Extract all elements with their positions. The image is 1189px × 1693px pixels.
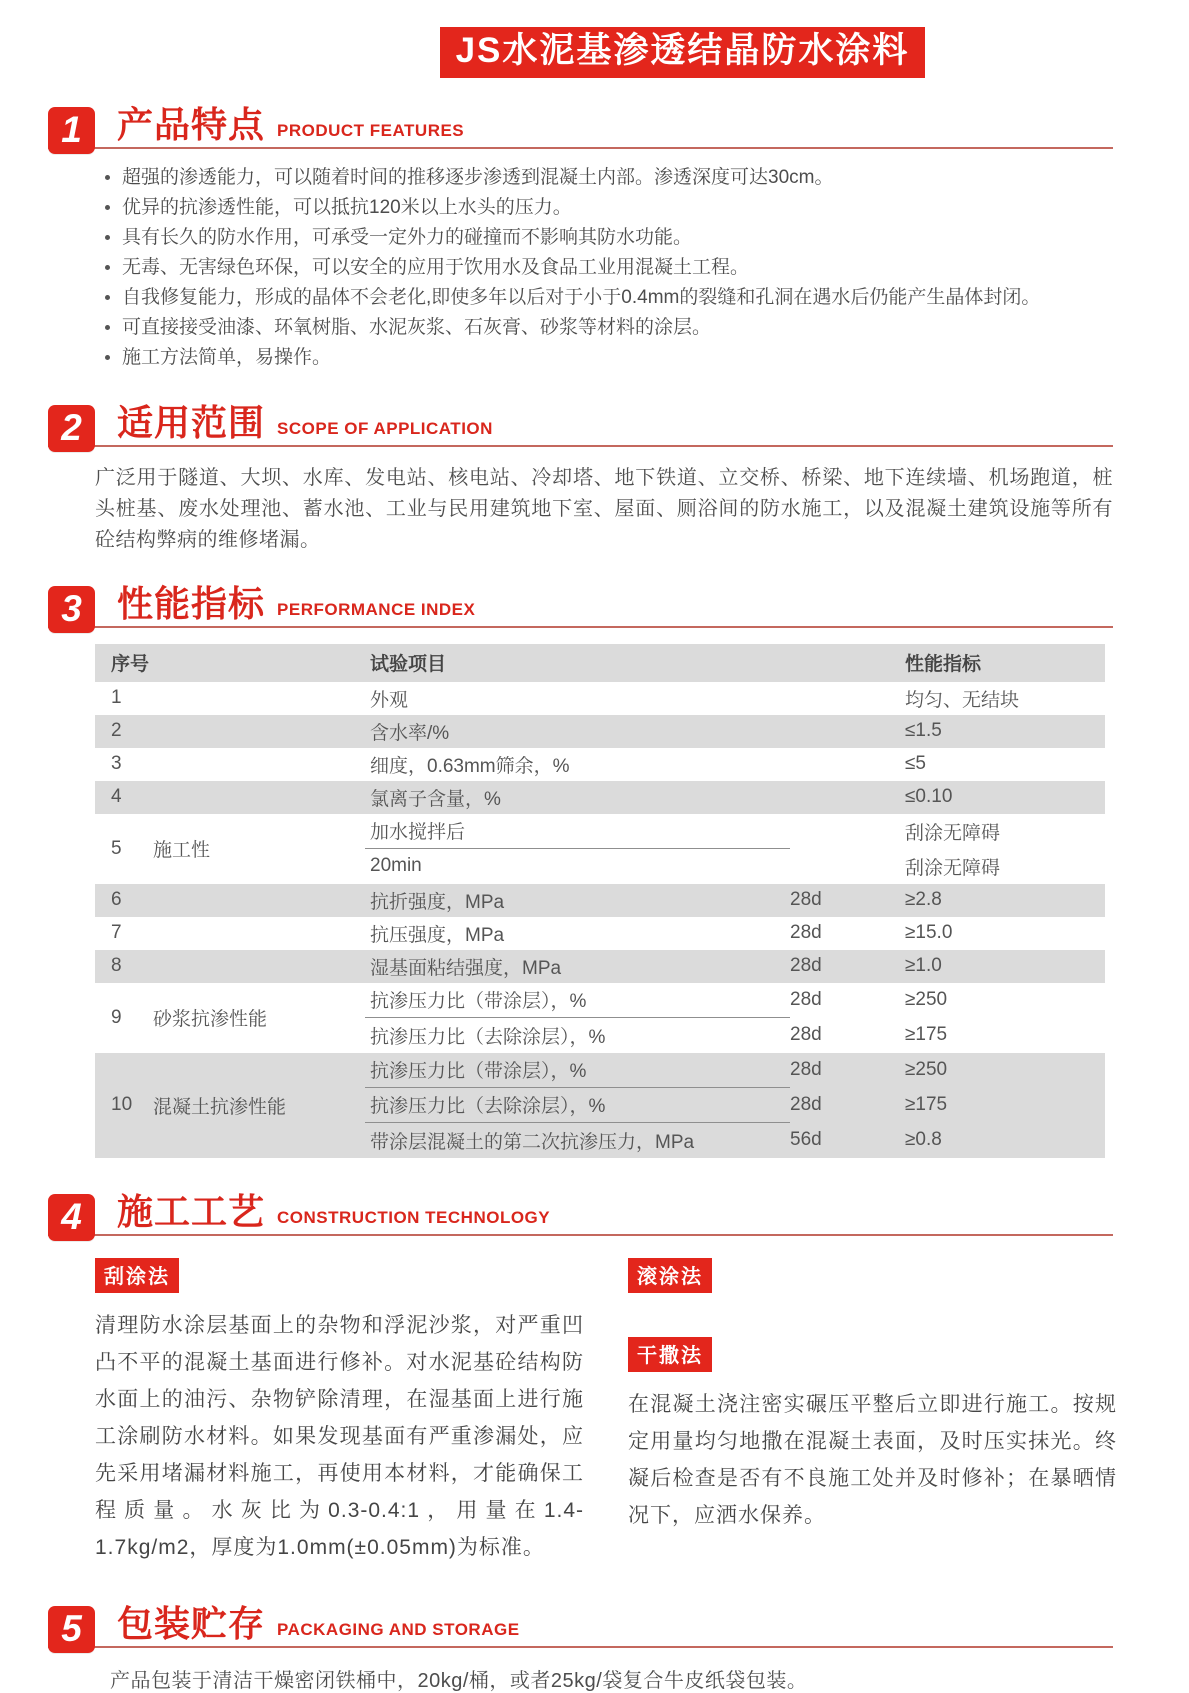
section-number-badge: 3 bbox=[48, 586, 95, 633]
cell-test-item: 加水搅拌后 bbox=[365, 814, 790, 849]
section-header-packaging bbox=[48, 1602, 1113, 1649]
cell-category: 砂浆抗渗性能 bbox=[153, 1009, 268, 1030]
construction-right-column bbox=[628, 1258, 1117, 1566]
section-number-badge: 2 bbox=[48, 405, 95, 452]
section-subtitle: SCOPE OF APPLICATION bbox=[277, 418, 493, 438]
bullet-icon bbox=[105, 325, 110, 330]
cell-row-number: 9 bbox=[111, 1006, 122, 1028]
cell-items-group bbox=[365, 917, 1105, 950]
table-sub-row bbox=[365, 715, 1105, 748]
performance-table-body bbox=[95, 682, 1105, 1158]
method-badge: 干撒法 bbox=[628, 1337, 712, 1372]
header-cell-item: 试验项目 bbox=[370, 654, 447, 675]
cell-row-number: 3 bbox=[111, 753, 122, 774]
cell-category bbox=[153, 917, 365, 950]
table-row bbox=[95, 1053, 1105, 1158]
table-sub-row bbox=[365, 682, 1105, 715]
section-number-badge: 4 bbox=[48, 1194, 95, 1241]
cell-age: 28d bbox=[790, 955, 822, 976]
cell-test-item: 抗压强度，MPa bbox=[370, 924, 505, 946]
table-sub-row bbox=[365, 917, 1105, 950]
page-title: JS水泥基渗透结晶防水涂料 bbox=[440, 27, 926, 78]
cell-index-value: ≤1.5 bbox=[905, 720, 942, 741]
feature-text: 优异的抗渗透性能，可以抵抗120米以上水头的压力。 bbox=[122, 196, 572, 218]
scope-paragraph: 广泛用于隧道、大坝、水库、发电站、核电站、冷却塔、地下铁道、立交桥、桥梁、地下连续墙、机场跑道，桩头桩基、废水处理池、蓄水池、工业与民用建筑地下室、屋面、厕浴间的防水施工，以及混凝土建筑设施等所有砼结构弊病的维修堵漏。 bbox=[95, 466, 1113, 551]
cell-index-value: ≥250 bbox=[905, 1059, 948, 1080]
section-title: 施工工艺 bbox=[117, 1190, 266, 1232]
cell-test-item: 抗渗压力比（带涂层），% bbox=[365, 983, 790, 1018]
cell-index-value: 均匀、无结块 bbox=[905, 689, 1020, 711]
feature-list-item bbox=[105, 253, 1129, 283]
table-sub-row bbox=[365, 781, 1105, 814]
table-sub-row bbox=[365, 884, 1105, 917]
cell-row-number: 2 bbox=[111, 720, 122, 741]
cell-test-item: 抗渗压力比（带涂层），% bbox=[365, 1053, 790, 1088]
cell-category bbox=[153, 884, 365, 917]
table-sub-row bbox=[365, 849, 1105, 884]
cell-age: 28d bbox=[790, 889, 822, 910]
cell-category: 混凝土抗渗性能 bbox=[153, 1096, 287, 1118]
method-badge: 滚涂法 bbox=[628, 1258, 712, 1293]
bullet-icon bbox=[105, 295, 110, 300]
method-text: 在混凝土浇注密实碾压平整后立即进行施工。按规定用量均匀地撒在混凝土表面，及时压实抹光。终凝后检查是否有不良施工处并及时修补；在暴晒情况下，应洒水保养。 bbox=[628, 1392, 1117, 1527]
cell-items-group bbox=[365, 682, 1105, 715]
bullet-icon bbox=[105, 355, 110, 360]
section-packaging bbox=[0, 1602, 1189, 1693]
table-sub-row bbox=[365, 814, 1105, 849]
cell-index-value: ≥175 bbox=[905, 1094, 948, 1115]
cell-age: 28d bbox=[790, 1024, 822, 1045]
feature-text: 自我修复能力，形成的晶体不会老化,即使多年以后对于小于0.4mm的裂缝和孔洞在遇水后仍能产生晶体封闭。 bbox=[122, 286, 1041, 308]
section-number-badge: 1 bbox=[48, 107, 95, 154]
section-title: 包装贮存 bbox=[117, 1602, 266, 1644]
feature-list bbox=[105, 163, 1129, 373]
section-scope bbox=[0, 401, 1189, 556]
cell-row-number: 10 bbox=[111, 1094, 133, 1115]
cell-index-value: ≤5 bbox=[905, 753, 926, 774]
section-subtitle: PRODUCT FEATURES bbox=[277, 120, 465, 140]
construction-left-column bbox=[95, 1258, 584, 1566]
header-cell-no: 序号 bbox=[111, 654, 150, 675]
cell-category: 施工性 bbox=[153, 840, 211, 861]
section-subtitle: PERFORMANCE INDEX bbox=[277, 599, 476, 619]
section-header-performance bbox=[48, 582, 1113, 629]
cell-items-group bbox=[365, 715, 1105, 748]
method-block bbox=[628, 1337, 1117, 1534]
cell-row-number: 5 bbox=[111, 837, 122, 859]
section-performance bbox=[0, 582, 1189, 1158]
cell-test-item: 抗折强度，MPa bbox=[370, 891, 505, 913]
feature-list-item bbox=[105, 343, 1129, 373]
cell-category bbox=[153, 682, 365, 715]
construction-columns bbox=[95, 1258, 1117, 1566]
feature-text: 超强的渗透能力，可以随着时间的推移逐步渗透到混凝土内部。渗透深度可达30cm。 bbox=[122, 166, 834, 188]
bullet-icon bbox=[105, 265, 110, 270]
table-row bbox=[95, 781, 1105, 814]
table-sub-row bbox=[365, 950, 1105, 983]
table-sub-row bbox=[365, 1018, 1105, 1053]
method-text bbox=[628, 1293, 1117, 1307]
cell-category bbox=[153, 950, 365, 983]
cell-row-number: 8 bbox=[111, 955, 122, 976]
feature-list-item bbox=[105, 223, 1129, 253]
table-row bbox=[95, 884, 1105, 917]
cell-index-value: ≥15.0 bbox=[905, 922, 953, 943]
feature-text: 施工方法简单，易操作。 bbox=[122, 346, 332, 368]
cell-row-number: 7 bbox=[111, 922, 122, 943]
cell-index-value: ≥0.8 bbox=[905, 1129, 942, 1150]
section-number-badge: 5 bbox=[48, 1606, 95, 1653]
cell-category bbox=[153, 748, 365, 781]
cell-index-value: ≥2.8 bbox=[905, 889, 942, 910]
cell-items-group bbox=[365, 983, 1105, 1053]
table-sub-row bbox=[365, 1123, 1105, 1158]
cell-items-group bbox=[365, 781, 1105, 814]
cell-test-item: 20min bbox=[370, 855, 422, 876]
table-sub-row bbox=[365, 1088, 1105, 1123]
cell-age: 28d bbox=[790, 989, 822, 1010]
table-row bbox=[95, 814, 1105, 884]
table-sub-row bbox=[365, 983, 1105, 1018]
method-block bbox=[628, 1258, 1117, 1307]
bullet-icon bbox=[105, 175, 110, 180]
cell-test-item: 抗渗压力比（去除涂层），% bbox=[370, 1026, 606, 1048]
section-title: 适用范围 bbox=[117, 401, 266, 443]
cell-age: 28d bbox=[790, 922, 822, 943]
title-row bbox=[0, 0, 1189, 78]
feature-text: 可直接接受油漆、环氧树脂、水泥灰浆、石灰膏、砂浆等材料的涂层。 bbox=[122, 316, 712, 338]
performance-table bbox=[95, 644, 1105, 1158]
feature-list-item bbox=[105, 313, 1129, 343]
cell-test-item: 抗渗压力比（去除涂层），% bbox=[365, 1088, 790, 1123]
bullet-icon bbox=[105, 205, 110, 210]
method-text-scrape: 清理防水涂层基面上的杂物和浮泥沙浆，对严重凹凸不平的混凝土基面进行修补。对水泥基砼结构防水面上的油污、杂物铲除清理，在湿基面上进行施工涂刷防水材料。如果发现基面有严重渗漏处，应先采用堵漏材料施工，再使用本材料，才能确保工程质量。水灰比为0.3-0.4:1，用量在1.4-1.7kg/m2，厚度为1.0mm(±0.05mm)为标准。 bbox=[95, 1313, 584, 1559]
cell-category bbox=[153, 781, 365, 814]
cell-items-group bbox=[365, 950, 1105, 983]
cell-index-value: ≥1.0 bbox=[905, 955, 942, 976]
table-row bbox=[95, 917, 1105, 950]
packaging-paragraph: 产品包装于清洁干燥密闭铁桶中，20kg/桶，或者25kg/袋复合牛皮纸袋包装。 bbox=[110, 1669, 808, 1692]
cell-age: 28d bbox=[790, 1059, 822, 1080]
header-cell-index: 性能指标 bbox=[905, 654, 982, 675]
table-row bbox=[95, 950, 1105, 983]
cell-test-item: 细度，0.63mm筛余，% bbox=[370, 755, 570, 777]
cell-items-group bbox=[365, 884, 1105, 917]
cell-items-group bbox=[365, 814, 1105, 884]
section-header-scope bbox=[48, 401, 1113, 448]
feature-text: 无毒、无害绿色环保，可以安全的应用于饮用水及食品工业用混凝土工程。 bbox=[122, 256, 750, 278]
feature-list-item bbox=[105, 283, 1129, 313]
cell-test-item: 含水率/% bbox=[370, 722, 450, 744]
cell-age: 28d bbox=[790, 1094, 822, 1115]
bullet-icon bbox=[105, 235, 110, 240]
cell-test-item: 湿基面粘结强度，MPa bbox=[370, 957, 562, 979]
cell-items-group bbox=[365, 748, 1105, 781]
cell-index-value: ≥175 bbox=[905, 1024, 948, 1045]
table-sub-row bbox=[365, 1053, 1105, 1088]
feature-text: 具有长久的防水作用，可承受一定外力的碰撞而不影响其防水功能。 bbox=[122, 226, 693, 248]
cell-row-number: 1 bbox=[111, 687, 122, 708]
cell-test-item: 外观 bbox=[370, 689, 409, 711]
section-features bbox=[0, 103, 1189, 373]
table-row bbox=[95, 682, 1105, 715]
cell-items-group bbox=[365, 1053, 1105, 1158]
section-header-construction bbox=[48, 1190, 1113, 1237]
section-subtitle: CONSTRUCTION TECHNOLOGY bbox=[277, 1207, 551, 1227]
table-row bbox=[95, 983, 1105, 1053]
cell-age: 56d bbox=[790, 1129, 822, 1150]
cell-test-item: 带涂层混凝土的第二次抗渗压力，MPa bbox=[370, 1131, 695, 1153]
table-row bbox=[95, 715, 1105, 748]
method-badge-scrape: 刮涂法 bbox=[95, 1258, 179, 1293]
section-header-features bbox=[48, 103, 1113, 150]
section-construction bbox=[0, 1190, 1189, 1566]
table-sub-row bbox=[365, 748, 1105, 781]
feature-list-item bbox=[105, 193, 1129, 223]
section-title: 性能指标 bbox=[117, 582, 266, 624]
cell-index-value: 刮涂无障碍 bbox=[905, 822, 1001, 844]
section-title: 产品特点 bbox=[117, 103, 266, 145]
cell-test-item: 氯离子含量，% bbox=[370, 788, 501, 810]
performance-table-header bbox=[95, 644, 1105, 682]
cell-index-value: ≥250 bbox=[905, 989, 948, 1010]
cell-row-number: 6 bbox=[111, 889, 122, 910]
section-subtitle: PACKAGING AND STORAGE bbox=[277, 1619, 520, 1639]
table-row bbox=[95, 748, 1105, 781]
cell-category bbox=[153, 715, 365, 748]
feature-list-item bbox=[105, 163, 1129, 193]
cell-index-value: ≤0.10 bbox=[905, 786, 953, 807]
cell-row-number: 4 bbox=[111, 786, 122, 807]
cell-index-value: 刮涂无障碍 bbox=[905, 857, 1001, 879]
